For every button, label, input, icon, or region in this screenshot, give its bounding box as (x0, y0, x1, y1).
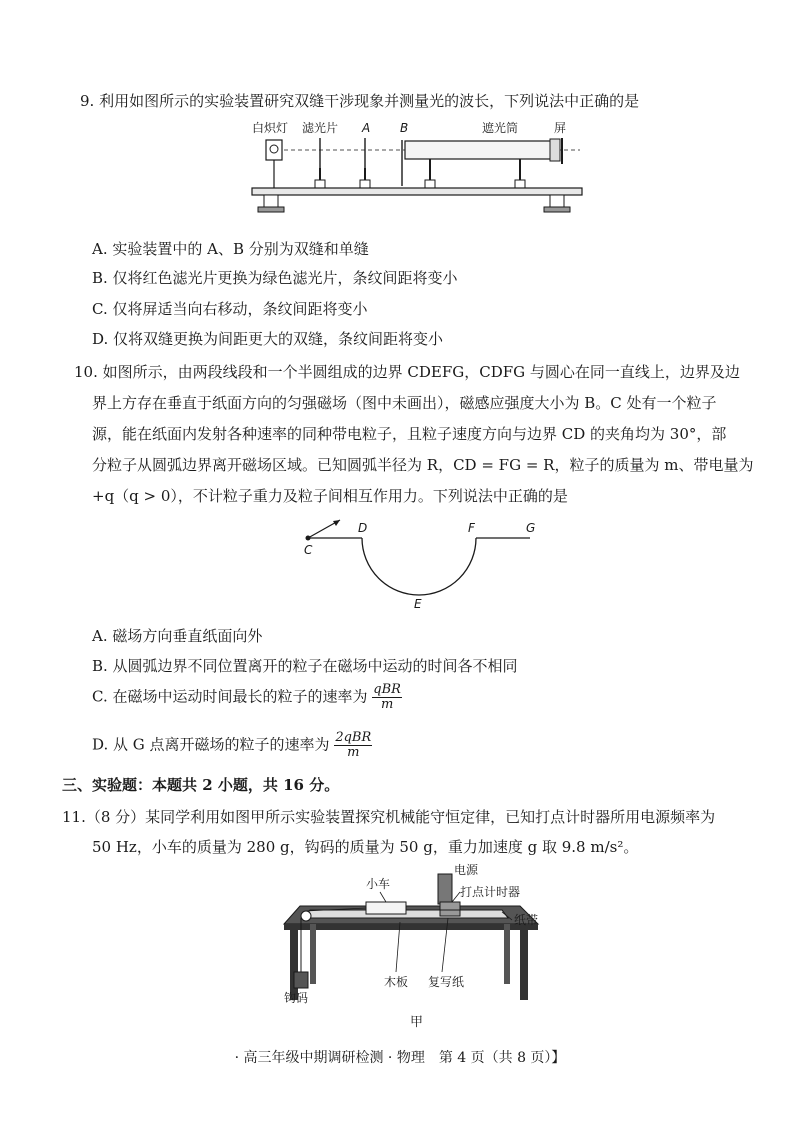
table-leg (520, 930, 528, 1000)
hanging-weight (294, 972, 308, 988)
q9-option-c: C. 仅将屏适当向右移动，条纹间距将变小 (92, 300, 368, 318)
label-e: E (414, 597, 422, 611)
q11-line-2: 50 Hz，小车的质量为 280 g，钩码的质量为 50 g，重力加速度 g 取 9.8 m/s²。 (92, 838, 639, 856)
label-timer: 打点计时器 (460, 885, 521, 899)
table-leg (290, 930, 298, 1000)
q10-option-c-fraction (372, 683, 402, 712)
q11-line-1: 11.（8 分）某同学利用如图甲所示实验装置探究机械能守恒定律，已知打点计时器所用电源频率为 (62, 808, 716, 826)
label-power: 电源 (454, 863, 479, 877)
q10-line-2: 界上方存在垂直于纸面方向的匀强磁场（图中未画出），磁感应强度大小为 B。C 处有一个粒子 (92, 394, 717, 412)
table-leg (310, 924, 316, 984)
label-tape: 纸带 (514, 913, 539, 927)
label-filter: 滤光片 (302, 121, 339, 135)
q10-line-3: 源，能在纸面内发射各种速率的同种带电粒子，且粒子速度方向与边界 CD 的夹角均为 30°，部 (92, 425, 727, 443)
q10-option-d-denominator: m (347, 745, 360, 760)
q10-option-c (92, 683, 402, 712)
label-a: A (362, 121, 371, 135)
table-leg (504, 924, 510, 984)
q10-option-c-numerator: qBR (373, 682, 401, 697)
label-tube: 遮光筒 (482, 121, 519, 135)
power-supply (438, 874, 452, 904)
label-board: 木板 (384, 975, 409, 989)
shading-tube (405, 141, 555, 159)
q9-option-a: A. 实验装置中的 A、B 分别为双缝和单缝 (92, 240, 369, 258)
label-d: D (358, 521, 368, 535)
q10-line-5: +q（q > 0），不计粒子重力及粒子间相互作用力。下列说法中正确的是 (92, 487, 568, 505)
label-cart: 小车 (366, 877, 391, 891)
q9-stem: 9. 利用如图所示的实验装置研究双缝干涉现象并测量光的波长，下列说法中正确的是 (80, 92, 640, 110)
page-footer: · 高三年级中期调研检测 · 物理 第 4 页（共 8 页）】 (234, 1050, 566, 1066)
label-g: G (526, 521, 536, 535)
magnetic-boundary-figure (296, 512, 556, 612)
pulley (301, 911, 311, 921)
q10-line-1: 10. 如图所示，由两段线段和一个半圆组成的边界 CDEFG，CDFG 与圆心在同一直线上，边界及边 (74, 363, 740, 381)
label-carbon: 复写纸 (428, 975, 465, 989)
q10-option-d (92, 731, 372, 760)
optical-bench (252, 188, 582, 195)
figure-caption: 甲 (410, 1015, 424, 1030)
q10-option-b: B. 从圆弧边界不同位置离开的粒子在磁场中运动的时间各不相同 (92, 657, 518, 675)
q10-option-c-text: C. 在磁场中运动时间最长的粒子的速率为 (92, 687, 368, 706)
timer (440, 902, 460, 916)
q10-option-d-fraction (334, 731, 372, 760)
q10-option-c-denominator: m (380, 697, 394, 712)
q9-option-b: B. 仅将红色滤光片更换为绿色滤光片，条纹间距将变小 (92, 269, 458, 287)
lamp-box (266, 140, 282, 160)
label-screen: 屏 (554, 121, 567, 135)
label-c: C (304, 543, 313, 557)
q10-line-4: 分粒子从圆弧边界离开磁场区域。已知圆弧半径为 R，CD = FG = R，粒子的质量为 m、带电量为 (92, 456, 754, 474)
q10-option-d-text: D. 从 G 点离开磁场的粒子的速率为 (92, 735, 330, 754)
section-heading: 三、实验题：本题共 2 小题，共 16 分。 (62, 776, 340, 794)
semicircle-def (362, 538, 476, 595)
q10-option-a: A. 磁场方向垂直纸面向外 (92, 627, 263, 645)
lamp-bulb-icon (270, 145, 278, 153)
q9-option-d: D. 仅将双缝更换为间距更大的双缝，条纹间距将变小 (92, 330, 444, 348)
label-b: B (400, 121, 409, 135)
label-weight: 钩码 (284, 991, 309, 1005)
cart (366, 902, 406, 914)
q10-option-d-numerator: 2qBR (335, 730, 372, 745)
eyepiece (550, 139, 560, 161)
label-lamp: 白炽灯 (252, 121, 289, 135)
mechanical-energy-apparatus-figure (270, 862, 560, 1032)
label-f: F (468, 521, 475, 535)
double-slit-apparatus-figure (250, 118, 590, 220)
